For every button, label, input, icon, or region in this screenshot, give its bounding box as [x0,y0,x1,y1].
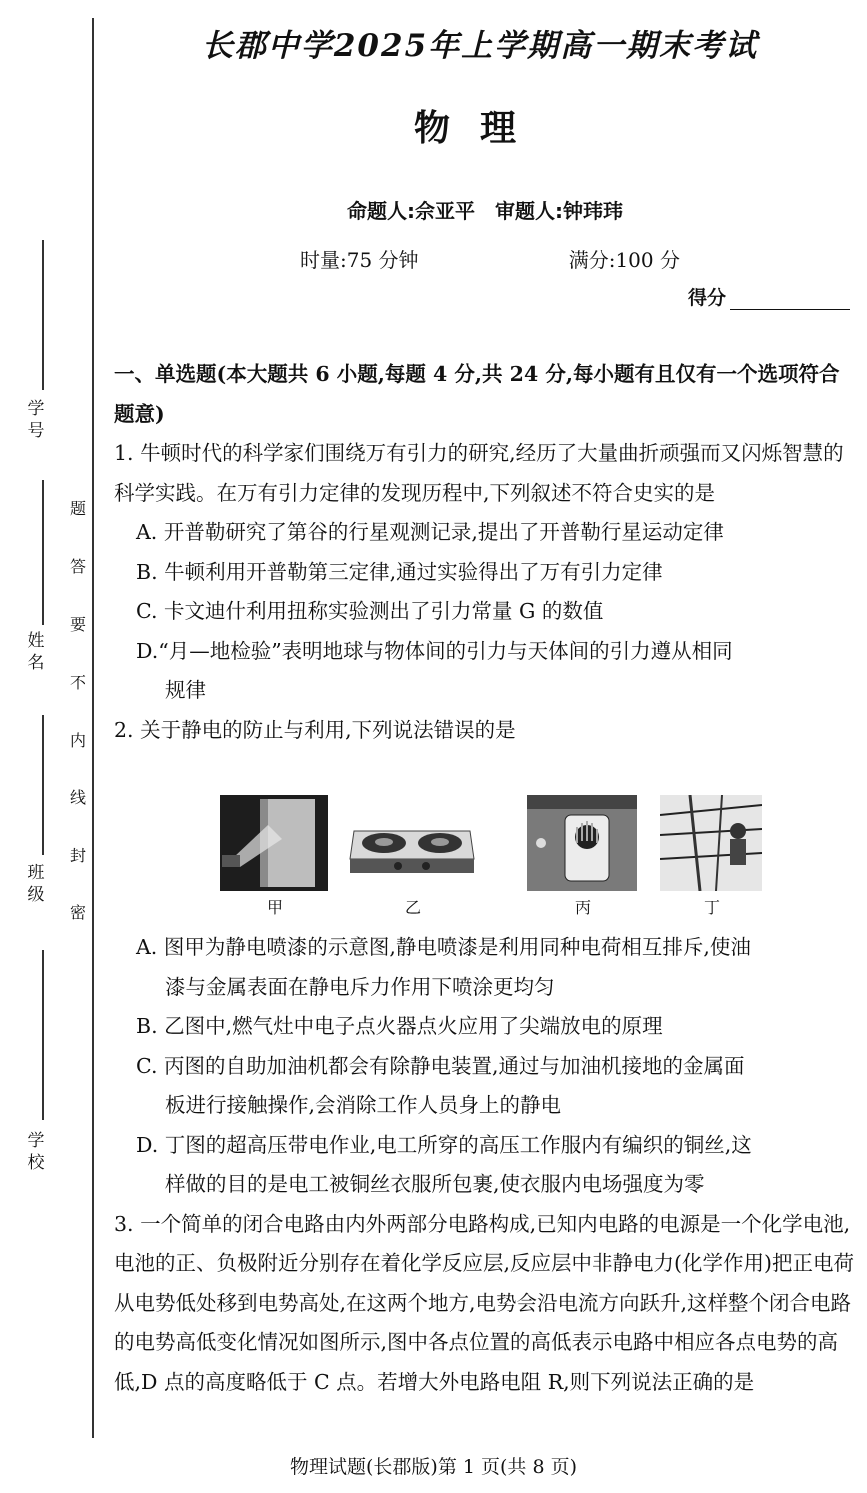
school-label: 学校 [27,1131,45,1173]
static-discharge-image [527,795,637,891]
figure-yi [348,795,478,917]
figure-bing [527,795,639,917]
figure-ding [660,795,764,917]
seal-char: 要 [69,615,86,634]
q2-option-d: D. 丁图的超高压带电作业,电工所穿的高压工作服内有编织的铜丝,这 [136,1132,752,1157]
seal-char: 封 [69,846,86,865]
seal-char: 线 [69,788,86,807]
student-id-rule [42,240,44,390]
school-rule [42,950,44,1120]
page-footer: 物理试题(长郡版)第 1 页(共 8 页) [290,1456,577,1478]
full-score: 满分:100 分 [568,248,680,272]
high-voltage-work-image [660,795,762,891]
q2-option-a: A. 图甲为静电喷漆的示意图,静电喷漆是利用同种电荷相互排斥,使油 [136,935,751,959]
name-rule [42,480,44,625]
class-rule [42,715,44,855]
spray-painting-image [220,795,328,891]
q2-option-c: C. 丙图的自助加油机都会有除静电装置,通过与加油机接地的金属面 [136,1053,745,1078]
q2-option-d-cont: 样做的目的是电工被铜丝衣服所包裹,使衣服内电场强度为零 [165,1172,705,1196]
caption-jia: 甲 [266,898,283,917]
question-3-stem: 3. 一个简单的闭合电路由内外两部分电路构成,已知内电路的电源是一个化学电池,电池的正、负极附近分别存在着化学反应层,反应层中非静电力(化学作用)把正电荷从电势低处移到电势高处,在这两个地方,电势会沿电流方向跃升,这样整个闭合电路的电势高低变化情况如图所示,图中各点位置的高低表示电路中相应各点电势的高低,D 点的高度略低于 C 点。若增大外电路电阻 R,则下列说法正确的是 [114,1211,855,1394]
q2-option-c-cont: 板进行接触操作,会消除工作人员身上的静电 [165,1093,562,1117]
exam-meta [300,244,680,273]
student-id-label: 学号 [27,399,45,441]
question-1-stem: 1. 牛顿时代的科学家们围绕万有引力的研究,经历了大量曲折顽强而又闪烁智慧的科学实践。在万有引力定律的发现历程中,下列叙述不符合史实的是 [114,441,844,505]
score-label: 得分 [688,287,727,309]
score-field[interactable] [688,283,850,310]
authors: 命题人:佘亚平 审题人:钟玮玮 [347,199,623,223]
figure-jia [220,795,330,917]
q1-option-b: B. 牛顿利用开普勒第三定律,通过实验得出了万有引力定律 [136,559,663,584]
caption-ding: 丁 [703,898,720,917]
exam-title: 长郡中学2025年上学期高一期末考试 [201,28,759,64]
subject-title: 物理 [413,107,546,149]
caption-yi: 乙 [404,898,421,917]
section-heading: 一、单选题(本大题共 6 小题,每题 4 分,共 24 分,每小题有且仅有一个选项符合题意) [114,362,840,426]
class-label: 班级 [27,863,45,905]
q2-figures [220,795,765,920]
q2-option-b: B. 乙图中,燃气灶中电子点火器点火应用了尖端放电的原理 [136,1014,663,1038]
q1-option-c: C. 卡文迪什利用扭称实验测出了引力常量 G 的数值 [136,599,604,623]
seal-char: 答 [69,557,86,576]
seal-char: 不 [69,673,86,692]
q1-option-d: D.“月—地检验”表明地球与物体间的引力与天体间的引力遵从相同 [136,638,733,663]
name-label: 姓名 [27,631,45,673]
section-1-block [114,355,854,750]
seal-char: 内 [69,731,86,750]
score-blank[interactable] [730,291,850,310]
seal-char: 题 [69,499,86,518]
gas-stove-image [348,795,476,891]
seal-char: 密 [69,903,86,922]
q2-option-a-cont: 漆与金属表面在静电斥力作用下喷涂更均匀 [165,974,555,999]
q2-options-block [114,928,854,1402]
time-limit: 时量:75 分钟 [300,248,419,272]
q1-option-d-cont: 规律 [165,678,206,702]
question-2-stem: 2. 关于静电的防止与利用,下列说法错误的是 [114,717,516,742]
binding-line [92,18,94,1438]
caption-bing: 丙 [574,898,591,917]
q1-option-a: A. 开普勒研究了第谷的行星观测记录,提出了开普勒行星运动定律 [136,520,724,544]
